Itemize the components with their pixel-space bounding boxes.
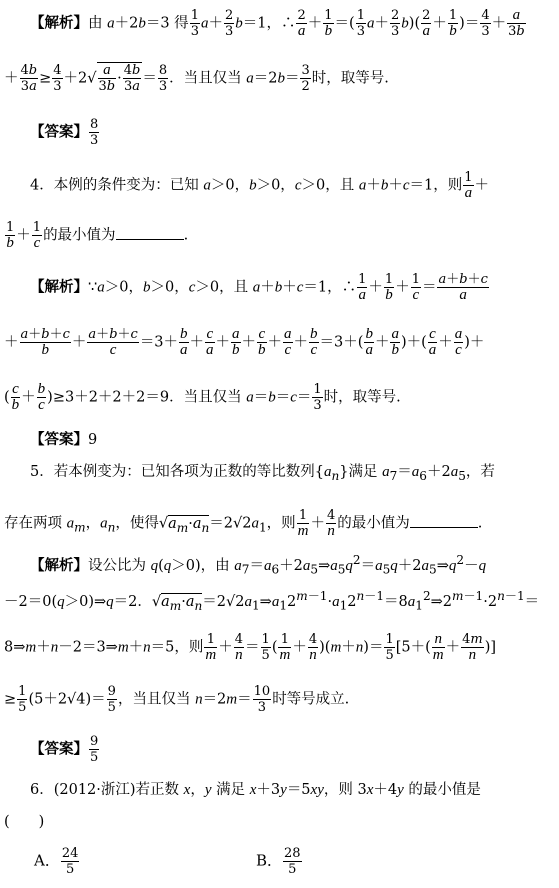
answer-3: 【答案】 $\frac{8}{3}$ — [30, 117, 99, 148]
answer-4: 【答案】9 — [30, 431, 98, 448]
solution-4-line-3: ( $\frac{c}{b}$ ＋ $\frac{b}{c}$ )≥3＋2＋2＋2＝9．当且仅当 a＝b＝c＝ $\frac{1}{3}$ 时，取等号. — [4, 381, 401, 413]
solution-5-line-4: ≥ $\frac{1}{5}$ (5＋2√4)＝ $\frac{9}{5}$ ，当且仅当 n＝2m＝ $\frac{10}{3}$ 时等号成立. — [4, 684, 350, 715]
problem-6-line-1: 6．(2012·浙江)若正数 x，y 满足 x＋3y＝5xy，则 3x＋4y 的最小值是 — [30, 782, 481, 798]
solution-5-line-2: －2＝0(q＞0)⇒q＝2．$√a_m\cdot a_n=2√2a_1\Rightarrow a_12^{m-1}\cdot a_12^{n-1}=8a_1^2\Rightarrow 2^{m-1}\cdot 2^{n-1}=$ — [4, 589, 540, 613]
option-a: A． $\frac{24}{5}$ — [34, 846, 79, 877]
problem-4-line-2: $\frac{1}{b}$ ＋ $\frac{1}{c}$ 的最小值为 . — [6, 220, 189, 251]
solution-3-line-1: 【解析】由 a＋2b＝3 得 $\frac{1}{3}$ a＋ $\frac{2}{3}$ b＝1，∴ $\frac{2}{a}$ ＋ $\frac{1}{b}$ ＝( $\frac{1}{3}$ a＋ $\frac{2}{3}$ b)( $\frac{2}{a}$ ＋ $\frac{1}{b}$ )＝ $\frac{4}{3}$ ＋ $\frac{a}{3b}$ — [30, 7, 525, 39]
solution-3-line-2: ＋ $\frac{4b}{3a}$ ≥ $\frac{4}{3}$ ＋2√ $\frac{a}{3b}$ · $\frac{4b}{3a}$ ＝ $\frac{8}{3}$ ．当且仅当 a＝2b＝ $\frac{3}{2}$ 时，取等号. — [4, 62, 389, 94]
problem-6-paren: ( ) — [4, 814, 45, 830]
solution-5-line-1: 【解析】设公比为 q(q＞0)，由 $a_7=a_6+2a_5\Rightarrow a_5q^2=a_5q+2a_5\Rightarrow q^2-q$ — [30, 553, 487, 577]
option-b: B． $\frac{28}{5}$ — [256, 846, 301, 877]
problem-5-line-2: 存在两项 $a_m$，$a_n$，使得$√a_m\cdot a_n=2√2a_1$，则 $\frac{1}{m}$ ＋ $\frac{4}{n}$ 的最小值为 . — [4, 508, 483, 539]
solution-4-line-2: ＋ $\frac{a+b+c}{b}$ ＋ $\frac{a+b+c}{c}$ ＝3＋ $\frac{b}{a}$ ＋ $\frac{c}{a}$ ＋ $\frac{a}{b}$ ＋ $\frac{c}{b}$ ＋ $\frac{a}{c}$ ＋ $\frac{b}{c}$ ＝3＋( $\frac{b}{a}$ ＋ $\frac{a}{b}$ )＋( $\frac{c}{a}$ ＋ $\frac{a}{c}$ )＋ — [4, 326, 485, 358]
problem-4-line-1: 4．本例的条件变为：已知 a＞0，b＞0，c＞0，且 a＋b＋c＝1，则 $\frac{1}{a}$ ＋ — [30, 170, 490, 201]
problem-5-line-1: 5．若本例变为：已知各项为正数的等比数列$\{a_n\}$满足 $a_7=a_6+2a_5$，若 — [30, 464, 495, 483]
solution-4-line-1: 【解析】∵a＞0，b＞0，c＞0，且 a＋b＋c＝1，∴ $\frac{1}{a}$ ＋ $\frac{1}{b}$ ＋ $\frac{1}{c}$ ＝ $\frac{a+b+c}{a}$ — [30, 272, 488, 303]
answer-5: 【答案】 $\frac{9}{5}$ — [30, 734, 99, 765]
solution-5-line-3: 8⇒m＋n－2＝3⇒m＋n＝5，则 $\frac{1}{m}$ ＋ $\frac{4}{n}$ ＝ $\frac{1}{5}$ ( $\frac{1}{m}$ ＋ $\frac{4}{n}$ )(m＋n)＝ $\frac{1}{5}$ [5＋( $\frac{n}{m}$ ＋ $\frac{4m}{n}$ )] — [4, 631, 497, 663]
